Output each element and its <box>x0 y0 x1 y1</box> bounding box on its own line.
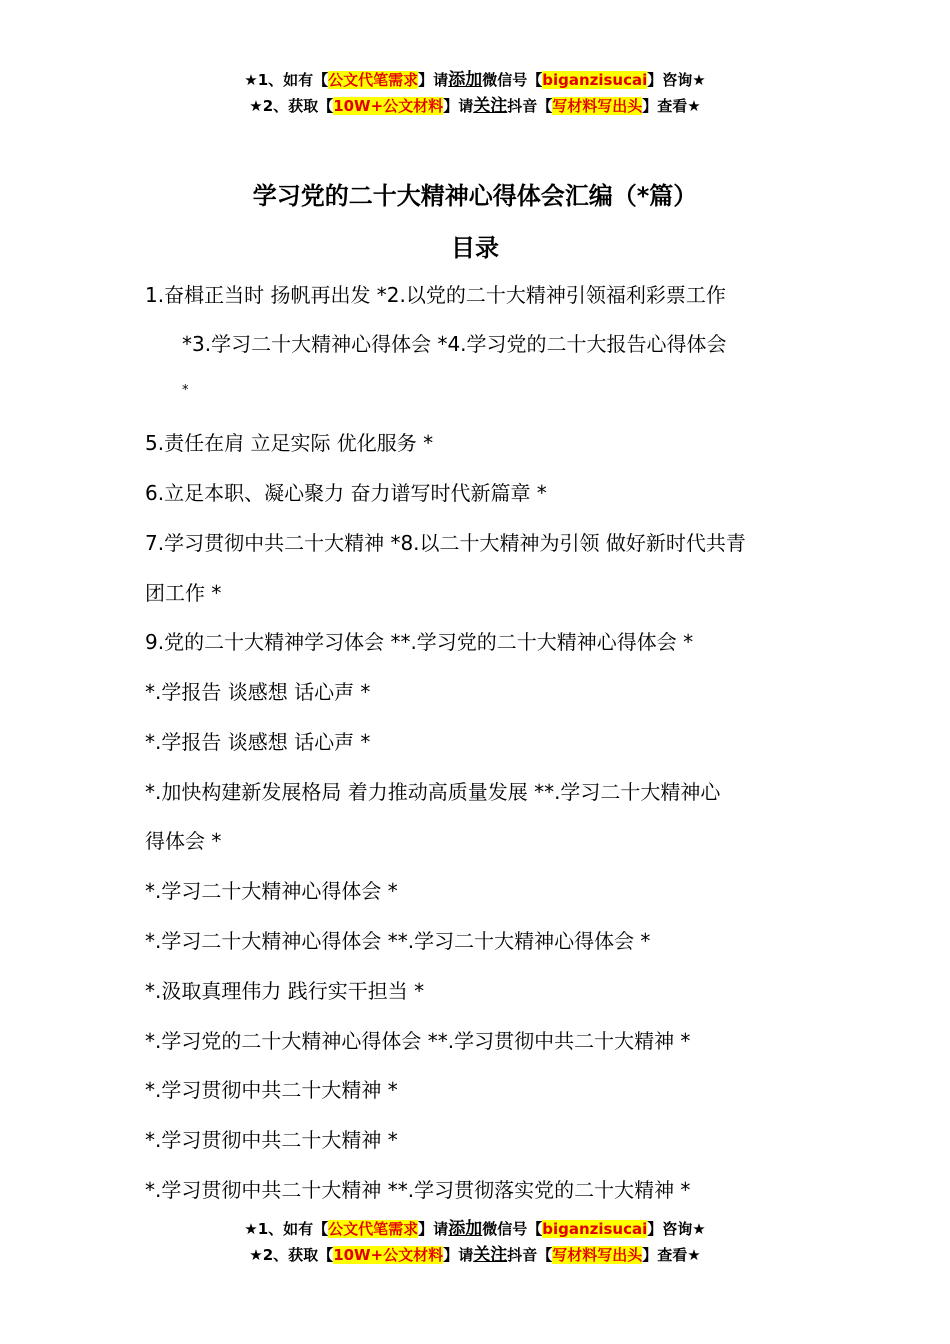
toc-line[interactable]: *.学习党的二十大精神心得体会 **.学习贯彻中共二十大精神 * <box>145 1029 691 1053</box>
toc-line[interactable]: *.汲取真理伟力 践行实干担当 * <box>145 979 425 1003</box>
banner-line-1 <box>0 67 950 93</box>
banner-highlight: 公文代笔需求 <box>328 71 419 89</box>
document-title: 学习党的二十大精神心得体会汇编（*篇） <box>252 182 698 210</box>
banner-line-2 <box>0 1242 950 1268</box>
banner-text: 】请 <box>418 71 449 89</box>
toc-line[interactable]: 5.责任在肩 立足实际 优化服务 * <box>145 431 434 455</box>
toc-line[interactable]: 7.学习贯彻中共二十大精神 *8.以二十大精神为引领 做好新时代共青 <box>145 531 746 555</box>
header-banner <box>0 67 950 119</box>
banner-underline: 关注 <box>473 96 508 116</box>
banner-text: ★2、获取【 <box>249 97 334 115</box>
banner-text: ★1、如有【 <box>244 71 329 89</box>
toc-heading: 目录 <box>451 234 499 262</box>
toc-line[interactable]: 1.奋楫正当时 扬帆再出发 *2.以党的二十大精神引领福利彩票工作 <box>145 283 726 307</box>
banner-highlight: 写材料写出头 <box>552 1246 643 1264</box>
toc-line[interactable]: *.加快构建新发展格局 着力推动高质量发展 **.学习二十大精神心 <box>145 780 721 804</box>
banner-text: 】请 <box>443 97 474 115</box>
banner-underline: 添加 <box>448 1219 483 1239</box>
banner-line-1 <box>0 1216 950 1242</box>
toc-line[interactable]: 得体会 * <box>145 829 222 853</box>
banner-text: 】咨询★ <box>647 1220 706 1238</box>
banner-underline: 添加 <box>448 70 483 90</box>
toc-line[interactable]: 6.立足本职、凝心聚力 奋力谱写时代新篇章 * <box>145 481 547 505</box>
banner-text: ★2、获取【 <box>249 1246 334 1264</box>
banner-highlight: 写材料写出头 <box>552 97 643 115</box>
banner-text: 】咨询★ <box>647 71 706 89</box>
banner-text: 微信号【 <box>482 1220 543 1238</box>
banner-line-2 <box>0 93 950 119</box>
toc-line[interactable]: 9.党的二十大精神学习体会 **.学习党的二十大精神心得体会 * <box>145 630 694 654</box>
toc-line[interactable]: *.学习二十大精神心得体会 * <box>145 879 398 903</box>
toc-line[interactable]: *.学习贯彻中共二十大精神 **.学习贯彻落实党的二十大精神 * <box>145 1178 691 1202</box>
banner-highlight: 10W+公文材料 <box>333 1246 444 1264</box>
banner-text: 抖音【 <box>507 1246 553 1264</box>
banner-text: 抖音【 <box>507 97 553 115</box>
toc-line[interactable]: *.学习贯彻中共二十大精神 * <box>145 1078 398 1102</box>
banner-text: 微信号【 <box>482 71 543 89</box>
toc-line[interactable]: *3.学习二十大精神心得体会 *4.学习党的二十大报告心得体会 <box>182 332 727 356</box>
banner-underline: 关注 <box>473 1245 508 1265</box>
toc-line[interactable]: *.学报告 谈感想 话心声 * <box>145 730 371 754</box>
banner-text: 】请 <box>443 1246 474 1264</box>
banner-highlight: biganzisucai <box>542 1220 648 1238</box>
toc-line[interactable]: 团工作 * <box>145 581 222 605</box>
banner-text: 】请 <box>418 1220 449 1238</box>
toc-line: * <box>182 383 189 398</box>
banner-text: ★1、如有【 <box>244 1220 329 1238</box>
banner-highlight: biganzisucai <box>542 71 648 89</box>
banner-highlight: 公文代笔需求 <box>328 1220 419 1238</box>
banner-text: 】查看★ <box>642 1246 701 1264</box>
footer-banner <box>0 1216 950 1268</box>
toc-line[interactable]: *.学习二十大精神心得体会 **.学习二十大精神心得体会 * <box>145 929 651 953</box>
toc-line[interactable]: *.学习贯彻中共二十大精神 * <box>145 1128 398 1152</box>
banner-text: 】查看★ <box>642 97 701 115</box>
toc-line[interactable]: *.学报告 谈感想 话心声 * <box>145 680 371 704</box>
banner-highlight: 10W+公文材料 <box>333 97 444 115</box>
